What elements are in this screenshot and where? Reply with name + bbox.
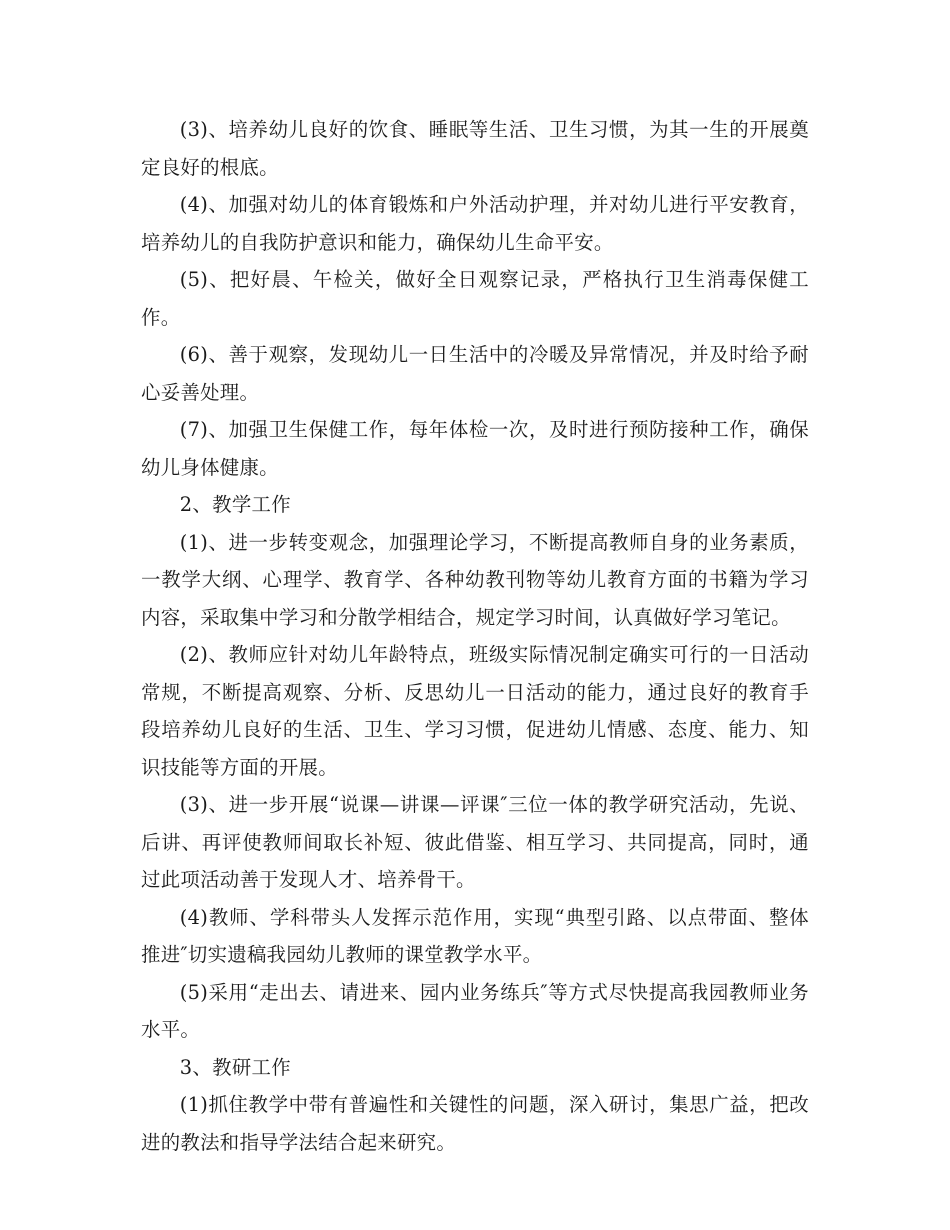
paragraph-teaching-5: (5)采用“走出去、请进来、园内业务练兵″等方式尽快提高我园教师业务水平。	[141, 980, 809, 1041]
paragraph-item-3: (3)、培养幼儿良好的饮食、睡眠等生活、卫生习惯，为其一生的开展奠定良好的根底。	[141, 118, 809, 179]
section-heading-teaching: 2、教学工作	[179, 493, 291, 516]
paragraph-teaching-1: (1)、进一步转变观念，加强理论学习，不断提高教师自身的业务素质，一教学大纲、心理学、教育学、各种幼教刊物等幼儿教育方面的书籍为学习内容，采取集中学习和分散学相结合，规定学习时间，认真做好学习笔记。	[141, 530, 809, 629]
paragraph-teaching-3: (3)、进一步开展“说课—讲课—评课″三位一体的教学研究活动，先说、后讲、再评使教师间取长补短、彼此借鉴、相互学习、共同提高，同时，通过此项活动善于发现人才、培养骨干。	[141, 793, 809, 891]
document-body	[141, 111, 809, 1161]
paragraph-teaching-2: (2)、教师应针对幼儿年龄特点，班级实际情况制定确实可行的一日活动常规，不断提高观察、分析、反思幼儿一日活动的能力，通过良好的教育手段培养幼儿良好的生活、卫生、学习习惯，促进幼儿情感、态度、能力、知识技能等方面的开展。	[141, 643, 809, 779]
paragraph-research-1: (1)抓住教学中带有普遍性和关键性的问题，深入研讨，集思广益，把改进的教法和指导学法结合起来研究。	[141, 1093, 809, 1154]
paragraph-item-4: (4)、加强对幼儿的体育锻炼和户外活动护理，并对幼儿进行平安教育，培养幼儿的自我防护意识和能力，确保幼儿生命平安。	[141, 193, 809, 254]
paragraph-item-7: (7)、加强卫生保健工作，每年体检一次，及时进行预防接种工作，确保幼儿身体健康。	[141, 418, 809, 479]
section-heading-research: 3、教研工作	[179, 1055, 291, 1079]
paragraph-item-5: (5)、把好晨、午检关，做好全日观察记录，严格执行卫生消毒保健工作。	[141, 268, 809, 329]
paragraph-teaching-4: (4)教师、学科带头人发挥示范作用，实现“典型引路、以点带面、整体推进″切实遗稿我园幼儿教师的课堂教学水平。	[141, 905, 809, 966]
paragraph-item-6: (6)、善于观察，发现幼儿一日生活中的冷暖及异常情况，并及时给予耐心妥善处理。	[141, 343, 809, 404]
